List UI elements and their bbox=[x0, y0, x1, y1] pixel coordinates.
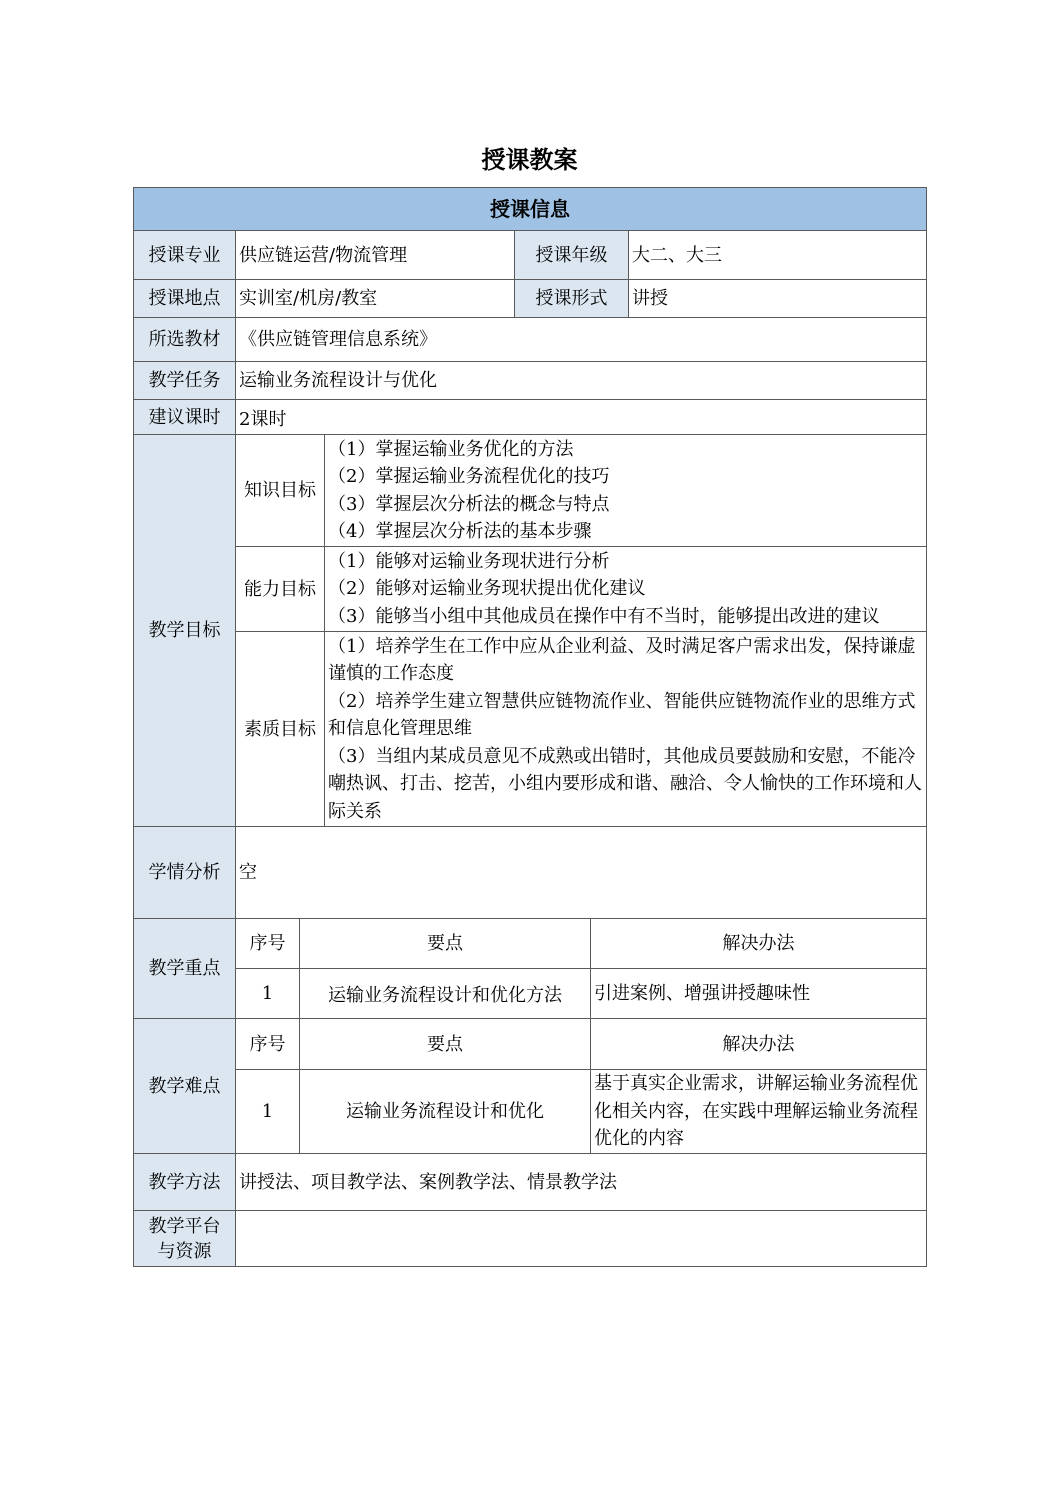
key-points-row-point: 运输业务流程设计和优化方法 bbox=[299, 968, 591, 1019]
ability-objective-label: 能力目标 bbox=[235, 546, 325, 632]
major-label: 授课专业 bbox=[133, 230, 236, 280]
quality-item: （2）培养学生建立智慧供应链物流作业、智能供应链物流作业的思维方式和信息化管理思维 bbox=[328, 690, 916, 740]
key-points-row-no: 1 bbox=[235, 968, 300, 1019]
form-label: 授课形式 bbox=[514, 279, 629, 318]
knowledge-item: （4）掌握层次分析法的基本步骤 bbox=[328, 521, 592, 542]
textbook-label: 所选教材 bbox=[133, 317, 236, 362]
knowledge-objective-label: 知识目标 bbox=[235, 434, 325, 547]
analysis-label: 学情分析 bbox=[133, 826, 236, 919]
location-value: 实训室/机房/教室 bbox=[235, 279, 515, 318]
section-header: 授课信息 bbox=[133, 187, 927, 231]
grade-value: 大二、大三 bbox=[628, 230, 927, 280]
difficulties-col-no: 序号 bbox=[235, 1018, 300, 1070]
knowledge-objective-list bbox=[324, 434, 927, 547]
knowledge-item: （3）掌握层次分析法的概念与特点 bbox=[328, 493, 610, 515]
key-points-label: 教学重点 bbox=[133, 918, 236, 1019]
quality-item: （3）当组内某成员意见不成熟或出错时，其他成员要鼓励和安慰，不能冷嘲热讽、打击、挖苦，小组内要形成和谐、融洽、令人愉快的工作环境和人际关系 bbox=[328, 745, 922, 822]
difficulties-col-solution: 解决办法 bbox=[590, 1018, 927, 1070]
knowledge-item: （2）掌握运输业务流程优化的技巧 bbox=[328, 466, 610, 487]
platform-value bbox=[235, 1210, 927, 1267]
textbook-value: 《供应链管理信息系统》 bbox=[235, 317, 927, 362]
task-value: 运输业务流程设计与优化 bbox=[235, 361, 927, 400]
task-label: 教学任务 bbox=[133, 361, 236, 400]
knowledge-item: （1）掌握运输业务优化的方法 bbox=[328, 438, 574, 460]
ability-objective-list bbox=[324, 546, 927, 632]
form-value: 讲授 bbox=[628, 279, 927, 318]
major-value: 供应链运营/物流管理 bbox=[235, 230, 515, 280]
quality-objective-label: 素质目标 bbox=[235, 631, 325, 827]
key-points-col-point: 要点 bbox=[299, 918, 591, 969]
platform-label: 教学平台与资源 bbox=[133, 1210, 236, 1267]
ability-item: （3）能够当小组中其他成员在操作中有不当时，能够提出改进的建议 bbox=[328, 605, 880, 627]
hours-label: 建议课时 bbox=[133, 399, 236, 435]
hours-value: 2课时 bbox=[235, 399, 927, 435]
key-points-col-solution: 解决办法 bbox=[590, 918, 927, 969]
method-value: 讲授法、项目教学法、案例教学法、情景教学法 bbox=[235, 1153, 927, 1211]
quality-item: （1）培养学生在工作中应从企业利益、及时满足客户需求出发，保持谦虚谨慎的工作态度 bbox=[328, 635, 916, 685]
location-label: 授课地点 bbox=[133, 279, 236, 318]
analysis-value: 空 bbox=[235, 826, 927, 919]
key-points-row-solution: 引进案例、增强讲授趣味性 bbox=[590, 968, 927, 1019]
objectives-label: 教学目标 bbox=[133, 434, 236, 827]
document-title: 授课教案 bbox=[481, 145, 578, 174]
difficulties-row-solution: 基于真实企业需求，讲解运输业务流程优化相关内容，在实践中理解运输业务流程优化的内容 bbox=[590, 1069, 927, 1154]
quality-objective-list bbox=[324, 631, 927, 827]
method-label: 教学方法 bbox=[133, 1153, 236, 1211]
difficulties-col-point: 要点 bbox=[299, 1018, 591, 1070]
grade-label: 授课年级 bbox=[514, 230, 629, 280]
key-points-col-no: 序号 bbox=[235, 918, 300, 969]
ability-item: （1）能够对运输业务现状进行分析 bbox=[328, 550, 610, 572]
difficulties-label: 教学难点 bbox=[133, 1018, 236, 1154]
difficulties-row-point: 运输业务流程设计和优化 bbox=[299, 1069, 591, 1154]
ability-item: （2）能够对运输业务现状提出优化建议 bbox=[328, 578, 646, 600]
difficulties-row-no: 1 bbox=[235, 1069, 300, 1154]
